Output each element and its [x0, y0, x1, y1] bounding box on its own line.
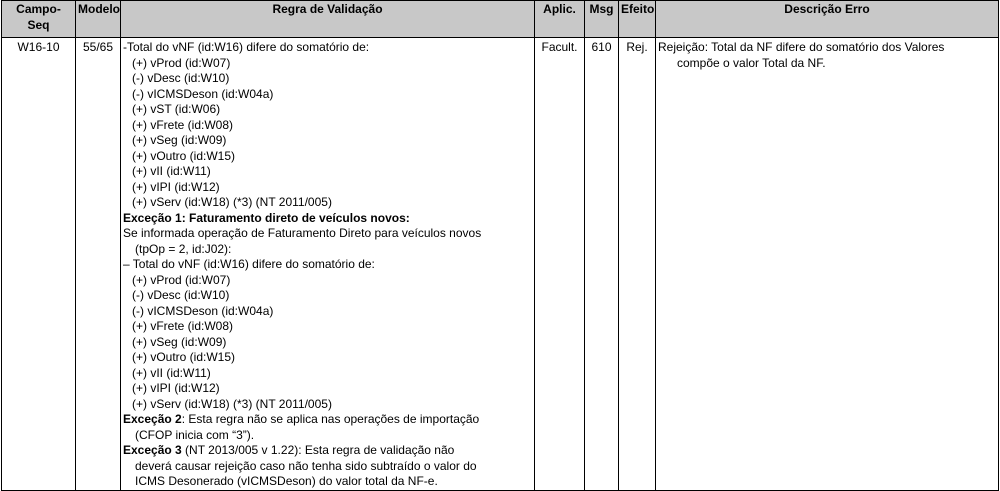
list-item: (+) vSeg (id:W09) — [132, 334, 227, 349]
list-item: (+) vProd (id:W07) — [132, 55, 231, 70]
list-item: (+) vII (id:W11) — [132, 365, 211, 380]
header-campo-line2: Seq — [27, 17, 50, 32]
list-item: (+) vServ (id:W18) (*3) (NT 2011/005) — [132, 396, 332, 411]
regra-exc1-line1: Se informada operação de Faturamento Direto para veículos novos — [123, 226, 482, 240]
cell-modelo: 55/65 — [76, 38, 121, 491]
cell-efeito: Rej. — [619, 38, 656, 491]
list-item: (+) vIPI (id:W12) — [132, 179, 220, 194]
validation-rules-table — [1, 0, 999, 491]
regra-exc3-label: Exceção 3 — [123, 443, 182, 457]
list-item: (+) vST (id:W06) — [132, 102, 221, 116]
list-item: (-) vDesc (id:W10) — [132, 71, 230, 85]
cell-aplic: Facult. — [535, 38, 585, 491]
list-item: (+) vSeg (id:W09) — [132, 133, 227, 147]
header-efeito: Efeito — [619, 1, 656, 38]
regra-exc2 — [123, 412, 532, 428]
regra-list-2 — [123, 273, 532, 413]
regra-exc3 — [123, 443, 532, 459]
cell-descricao — [656, 38, 999, 491]
cell-campo-seq: W16-10 — [2, 38, 76, 491]
table-row — [2, 38, 999, 491]
list-item: (-) vICMSDeson (id:W04a) — [132, 86, 274, 101]
header-modelo: Modelo — [76, 1, 121, 38]
regra-exc3-line2: deverá causar rejeição caso não tenha sido subtraído o valor do — [135, 458, 477, 473]
regra-exc1-title: Exceção 1: Faturamento direto de veículos novos: — [123, 210, 410, 225]
descricao-line2: compõe o valor Total da NF. — [677, 55, 826, 70]
regra-list-1 — [123, 56, 532, 211]
list-item: (+) vProd (id:W07) — [132, 272, 231, 287]
regra-intro-2: – Total do vNF (id:W16) difere do somatório de: — [123, 257, 375, 271]
regra-intro: -Total do vNF (id:W16) difere do somatório de: — [123, 40, 370, 54]
regra-exc2-text: : Esta regra não se aplica nas operações de importação — [181, 412, 480, 426]
header-regra: Regra de Validação — [121, 1, 535, 38]
list-item: (+) vII (id:W11) — [132, 164, 211, 178]
list-item: (+) vFrete (id:W08) — [132, 117, 234, 132]
cell-regra — [121, 38, 535, 491]
regra-exc2-label: Exceção 2 — [123, 412, 182, 426]
header-aplic: Aplic. — [535, 1, 585, 38]
header-campo-seq — [2, 1, 76, 38]
regra-exc1-line2: (tpOp = 2, id:J02): — [135, 241, 232, 256]
list-item: (-) vICMSDeson (id:W04a) — [132, 303, 274, 318]
list-item: (+) vServ (id:W18) (*3) (NT 2011/005) — [132, 195, 332, 209]
header-row — [2, 1, 999, 38]
header-descricao: Descrição Erro — [656, 1, 999, 38]
header-campo-line1: Campo- — [16, 2, 61, 16]
regra-exc3-line3: ICMS Desonerado (vICMSDeson) do valor total da NF-e. — [135, 474, 438, 488]
regra-exc2-line2: (CFOP inicia com “3”). — [135, 427, 255, 442]
list-item: (+) vOutro (id:W15) — [132, 148, 236, 163]
cell-msg: 610 — [585, 38, 619, 491]
list-item: (-) vDesc (id:W10) — [132, 288, 230, 302]
list-item: (+) vIPI (id:W12) — [132, 381, 220, 395]
list-item: (+) vFrete (id:W08) — [132, 319, 234, 333]
list-item: (+) vOutro (id:W15) — [132, 350, 236, 364]
descricao-line1: Rejeição: Total da NF difere do somatório dos Valores — [658, 40, 945, 54]
header-msg: Msg — [585, 1, 619, 38]
regra-exc3-text: (NT 2013/005 v 1.22): Esta regra de validação não — [181, 443, 455, 457]
